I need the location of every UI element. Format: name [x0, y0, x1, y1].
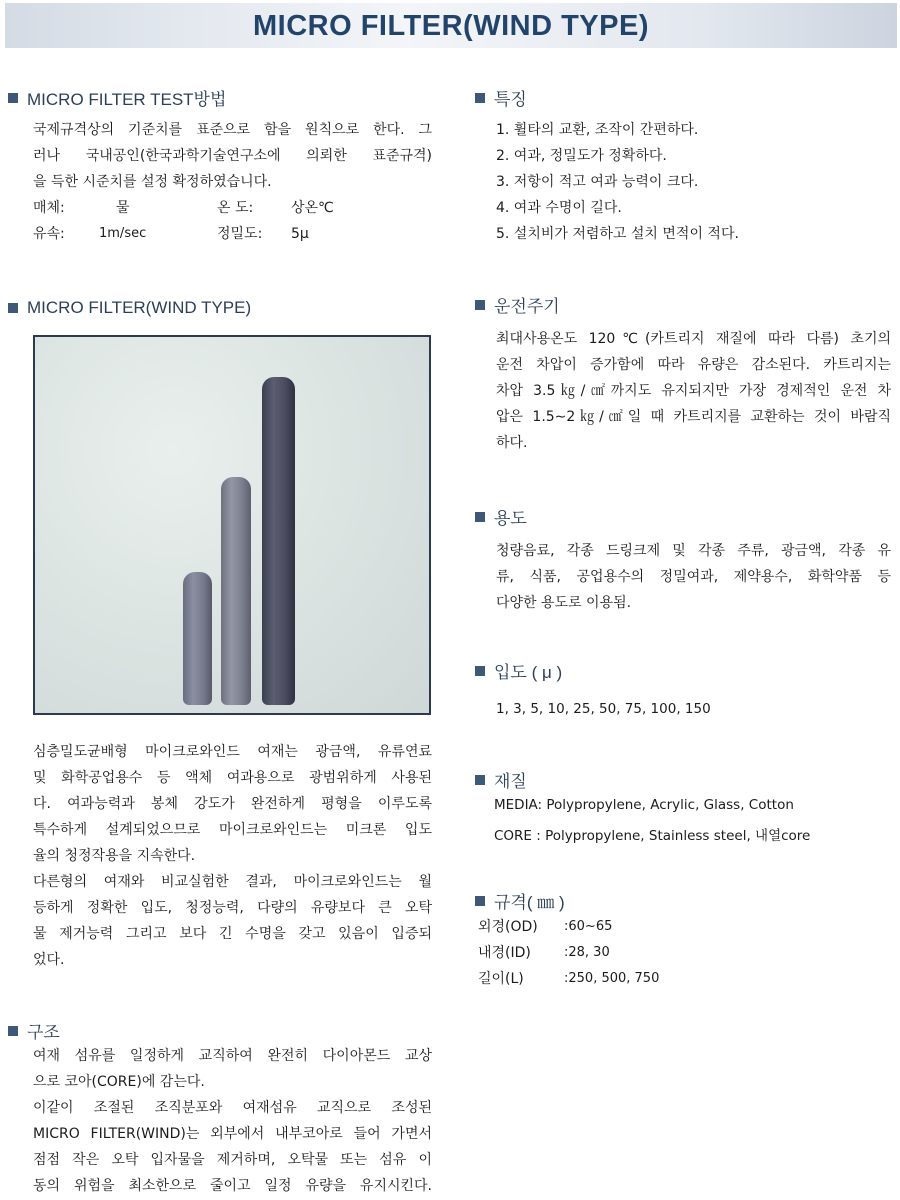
- heading-square-icon: [8, 93, 18, 103]
- paragraph-line: 청량음료, 각종 드링크제 및 각종 주류, 광금액, 각종 유: [496, 543, 891, 559]
- test-method-paragraph: [33, 117, 432, 195]
- paragraph-line: 다양한 용도로 이용됨.: [496, 595, 632, 611]
- paragraph-line: 운전 차압이 증가함에 따라 유량은 감소된다. 카트리지는: [496, 357, 891, 373]
- paragraph-line: 율의 청정작용을 지속한다.: [33, 848, 196, 864]
- heading-square-icon: [475, 512, 485, 522]
- paragraph-line: 다른형의 여재와 비교실험한 결과, 마이크로와인드는 월: [33, 874, 432, 890]
- spec-label: 내경(ID): [478, 945, 531, 961]
- paragraph-line: 다. 여과능력과 봉체 강도가 완전하게 평형을 이루도록: [33, 796, 432, 812]
- paragraph-line: 으로 코아(CORE)에 감는다.: [33, 1074, 205, 1090]
- section-heading-material: [475, 767, 527, 792]
- title-banner: [5, 3, 897, 48]
- test-conditions: [33, 195, 433, 247]
- spec-value: :250, 500, 750: [564, 971, 660, 986]
- section-heading-usage: [475, 504, 527, 529]
- paragraph-line: 하다.: [496, 435, 528, 451]
- heading-text: 용도: [494, 509, 527, 528]
- spec-value: :28, 30: [564, 945, 610, 960]
- spec-value: :60~65: [564, 919, 613, 934]
- heading-text: MICRO FILTER TEST방법: [27, 90, 227, 109]
- paragraph-line: 국제규격상의 기준치를 표준으로 함을 원칙으로 한다. 그: [33, 122, 432, 138]
- heading-text: MICRO FILTER(WIND TYPE): [27, 298, 252, 317]
- paragraph-line: 특수하게 설계되었으므로 마이크로와인드는 미크론 입도: [33, 822, 432, 838]
- section-heading-test-method: [8, 85, 226, 110]
- paragraph-line: 점점 작은 오탁 입자물을 제거하며, 오탁물 또는 섬유 이: [33, 1152, 432, 1168]
- heading-text: 특징: [494, 90, 527, 109]
- paragraph-line: 물 제거능력 그리고 보다 긴 수명을 갖고 있음이 입증되: [33, 926, 432, 942]
- list-item: 1. 휠타의 교환, 조작이 간편하다.: [496, 122, 699, 138]
- heading-text: 구조: [27, 1023, 60, 1042]
- section-heading-features: [475, 85, 527, 110]
- heading-text: 규격( ㎜ ): [494, 893, 565, 912]
- heading-square-icon: [475, 775, 485, 785]
- particle-size-values: 1, 3, 5, 10, 25, 50, 75, 100, 150: [496, 701, 711, 717]
- section-heading-structure: [8, 1018, 60, 1043]
- condition-label: 유속:: [33, 226, 65, 242]
- usage-paragraph: [496, 538, 891, 616]
- paragraph-line: 심층밀도균배형 마이크로와인드 여재는 광금액, 유류연료: [33, 744, 432, 760]
- condition-value: 5μ: [291, 226, 309, 242]
- spec-label: 길이(L): [478, 971, 524, 987]
- heading-text: 입도 ( μ ): [494, 663, 563, 682]
- section-heading-wind-type: [8, 298, 251, 318]
- heading-square-icon: [8, 1026, 18, 1036]
- heading-square-icon: [475, 666, 485, 676]
- condition-value: 물: [116, 200, 130, 216]
- condition-value: 1m/sec: [99, 226, 147, 241]
- condition-label: 정밀도:: [217, 226, 263, 242]
- section-heading-particle-size: [475, 658, 562, 683]
- list-item: 3. 저항이 적고 여과 능력이 크다.: [496, 174, 699, 190]
- section-heading-specs: [475, 888, 565, 913]
- specs-table: [478, 914, 778, 994]
- heading-square-icon: [475, 896, 485, 906]
- section-heading-operation-cycle: [475, 292, 560, 317]
- heading-text: 재질: [494, 772, 527, 791]
- spec-label: 외경(OD): [478, 919, 538, 935]
- paragraph-line: MICRO FILTER(WIND)는 외부에서 내부코아로 들어 가면서: [33, 1126, 432, 1142]
- paragraph-line: 류, 식품, 공업용수의 정밀여과, 제약용수, 화학약품 등: [496, 569, 891, 585]
- list-item: 2. 여과, 정밀도가 정확하다.: [496, 148, 667, 164]
- medium-cartridge: [221, 477, 251, 705]
- condition-value: 상온℃: [291, 200, 334, 216]
- paragraph-line: 동의 위험을 최소한으로 줄이고 일정 유량을 유지시킨다.: [33, 1178, 432, 1194]
- structure-paragraph: [33, 1043, 432, 1199]
- paragraph-line: 여재 섬유를 일정하게 교직하여 완전히 다이아몬드 교상: [33, 1048, 432, 1064]
- heading-square-icon: [475, 300, 485, 310]
- filter-cartridge-photo: [33, 335, 431, 715]
- paragraph-line: 러나 국내공인(한국과학기술연구소에 의뢰한 표준규격): [33, 148, 432, 164]
- page-title: MICRO FILTER(WIND TYPE): [253, 10, 649, 42]
- short-cartridge: [183, 572, 212, 705]
- condition-label: 매체:: [33, 200, 65, 216]
- condition-label: 온 도:: [217, 200, 254, 216]
- list-item: 4. 여과 수명이 길다.: [496, 200, 622, 216]
- features-list: [496, 117, 886, 247]
- long-cartridge: [262, 377, 295, 705]
- wind-type-description: [33, 739, 432, 973]
- paragraph-line: 및 화학공업용수 등 액체 여과용으로 광범위하게 사용된: [33, 770, 432, 786]
- operation-cycle-paragraph: [496, 326, 891, 456]
- heading-square-icon: [8, 303, 18, 313]
- paragraph-line: 최대사용온도 120℃(카트리지 재질에 따라 다름) 초기의: [496, 331, 891, 347]
- material-core: CORE : Polypropylene, Stainless steel, 내열core: [494, 828, 811, 844]
- paragraph-line: 이같이 조절된 조직분포와 여재섬유 교직으로 조성된: [33, 1100, 432, 1116]
- paragraph-line: 압은 1.5∼2㎏/㎠일 때 카트리지를 교환하는 것이 바람직: [496, 409, 891, 425]
- material-media: MEDIA: Polypropylene, Acrylic, Glass, Cotton: [494, 797, 794, 813]
- list-item: 5. 설치비가 저렴하고 설치 면적이 적다.: [496, 226, 739, 242]
- paragraph-line: 등하게 정확한 입도, 청정능력, 다량의 유량보다 큰 오탁: [33, 900, 432, 916]
- paragraph-line: 을 득한 시준치를 설정 확정하였습니다.: [33, 174, 272, 190]
- paragraph-line: 차압 3.5㎏/㎠까지도 유지되지만 가장 경제적인 운전 차: [496, 383, 891, 399]
- paragraph-line: 었다.: [33, 952, 65, 968]
- heading-square-icon: [475, 93, 485, 103]
- heading-text: 운전주기: [494, 297, 560, 316]
